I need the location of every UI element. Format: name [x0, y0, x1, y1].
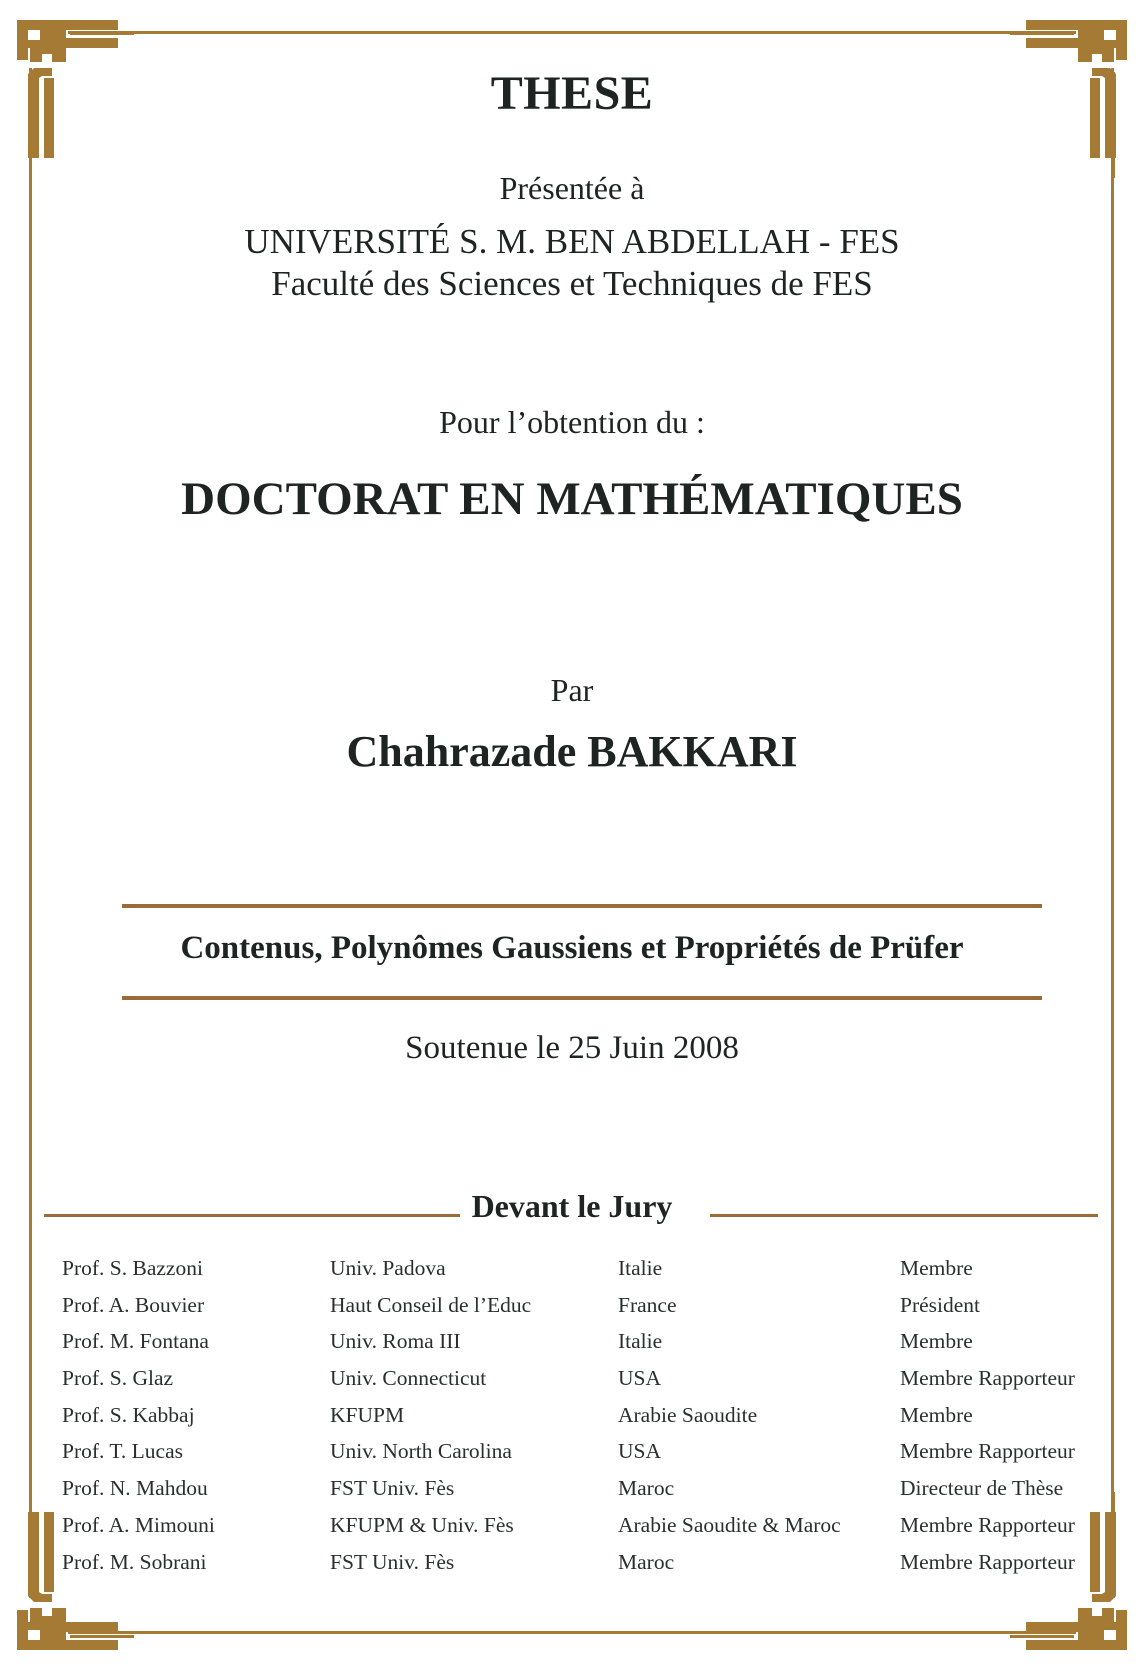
jury-row	[62, 1513, 1122, 1550]
jury-member-role: Membre Rapporteur	[900, 1549, 1075, 1574]
jury-member-country: USA	[618, 1366, 662, 1391]
jury-row	[62, 1403, 1122, 1440]
jury-member-institution: Haut Conseil de l’Educ	[330, 1292, 532, 1317]
jury-member-name: Prof. N. Mahdou	[62, 1476, 208, 1501]
jury-member-name: Prof. A. Mimouni	[62, 1512, 215, 1537]
jury-title: Devant le Jury	[471, 1188, 673, 1224]
author-by-label: Par	[550, 672, 594, 708]
jury-row	[62, 1329, 1122, 1366]
jury-row	[62, 1550, 1122, 1587]
jury-row	[62, 1366, 1122, 1403]
jury-member-role: Membre Rapporteur	[900, 1512, 1075, 1537]
jury-member-country: Arabie Saoudite & Maroc	[618, 1512, 841, 1537]
jury-member-role: Membre	[900, 1329, 973, 1354]
degree-for-label: Pour l’obtention du :	[439, 404, 705, 440]
jury-member-country: Maroc	[618, 1549, 675, 1574]
jury-member-institution: KFUPM & Univ. Fès	[330, 1512, 514, 1537]
jury-row	[62, 1439, 1122, 1476]
jury-member-country: Italie	[618, 1329, 663, 1354]
jury-member-country: Italie	[618, 1256, 663, 1280]
jury-member-country: France	[618, 1292, 677, 1317]
jury-member-institution: KFUPM	[330, 1402, 405, 1427]
jury-member-name: Prof. A. Bouvier	[62, 1292, 205, 1317]
jury-member-institution: Univ. Roma III	[330, 1329, 461, 1354]
jury-member-role: Directeur de Thèse	[900, 1476, 1064, 1501]
subject-top-rule	[122, 904, 1042, 908]
university-name: UNIVERSITÉ S. M. BEN ABDELLAH - FES	[244, 222, 900, 261]
jury-member-name: Prof. M. Sobrani	[62, 1549, 207, 1574]
jury-row	[62, 1293, 1122, 1330]
jury-member-institution: Univ. North Carolina	[330, 1439, 512, 1464]
jury-right-rule	[710, 1214, 1098, 1217]
document-title: THESE	[490, 67, 654, 120]
jury-member-name: Prof. S. Glaz	[62, 1366, 174, 1391]
degree-name: DOCTORAT EN MATHÉMATIQUES	[181, 473, 963, 525]
subject-bottom-rule	[122, 996, 1042, 1000]
jury-member-role: Membre	[900, 1402, 973, 1427]
jury-member-name: Prof. S. Bazzoni	[62, 1256, 203, 1280]
jury-member-country: USA	[618, 1439, 662, 1464]
jury-member-country: Arabie Saoudite	[618, 1402, 758, 1427]
jury-member-name: Prof. M. Fontana	[62, 1329, 209, 1354]
jury-member-role: Membre Rapporteur	[900, 1439, 1075, 1464]
author-name: Chahrazade BAKKARI	[346, 727, 798, 776]
jury-table	[62, 1256, 1122, 1586]
jury-member-name: Prof. T. Lucas	[62, 1439, 184, 1464]
jury-member-role: Membre	[900, 1256, 973, 1280]
defense-date: Soutenue le 25 Juin 2008	[405, 1030, 739, 1066]
faculty-name: Faculté des Sciences et Techniques de FES	[271, 264, 873, 303]
jury-row	[62, 1256, 1122, 1293]
jury-member-institution: Univ. Connecticut	[330, 1366, 487, 1391]
jury-member-institution: FST Univ. Fès	[330, 1476, 455, 1501]
jury-member-role: Membre Rapporteur	[900, 1366, 1075, 1391]
jury-member-role: Président	[900, 1292, 981, 1317]
frame-bottom-line	[68, 1631, 1076, 1634]
presented-to-label: Présentée à	[499, 170, 645, 206]
thesis-subject: Contenus, Polynômes Gaussiens et Propriétés de Prüfer	[180, 930, 964, 966]
jury-row	[62, 1476, 1122, 1513]
jury-member-institution: FST Univ. Fès	[330, 1549, 455, 1574]
jury-member-name: Prof. S. Kabbaj	[62, 1402, 195, 1427]
frame-top-line	[68, 31, 1076, 34]
jury-member-country: Maroc	[618, 1476, 675, 1501]
jury-member-institution: Univ. Padova	[330, 1256, 446, 1280]
